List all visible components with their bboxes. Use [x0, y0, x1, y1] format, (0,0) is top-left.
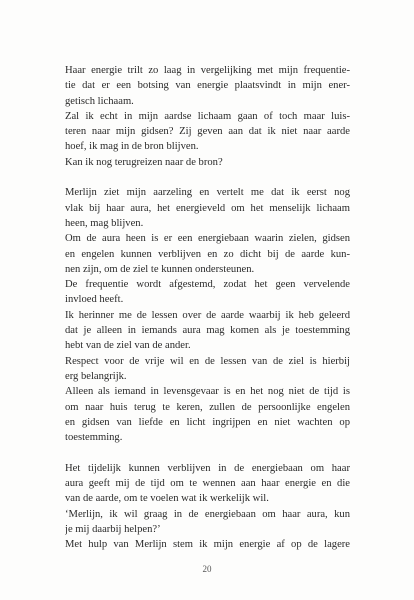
text-line: Respect voor de vrije wil en de lessen van de ziel is hierbij: [65, 355, 350, 367]
text-line: teren naar mijn gidsen? Zij geven aan dat ik niet naar aarde: [65, 126, 350, 138]
text-line: Kan ik nog terugreizen naar de bron?: [65, 156, 223, 168]
text-line: Met hulp van Merlijn stem ik mijn energie af op de lagere: [65, 539, 350, 551]
text-line: dat je alleen in iemands aura mag komen als je toestemming: [65, 325, 350, 337]
paragraph: [65, 63, 350, 170]
text-line: Haar energie trilt zo laag in vergelijking met mijn frequentie-: [65, 65, 350, 76]
text-line: toestemming.: [65, 432, 123, 444]
text-line: om naar huis terug te keren, zullen de persoonlijke engelen: [65, 401, 350, 413]
text-line: vlak bij haar aura, het energieveld om het menselijk lichaam: [65, 202, 350, 214]
text-line: aura geeft mij de tijd om te wennen aan haar energie en die: [65, 478, 350, 490]
text-line: Ik herinner me de lessen over de aarde waarbij ik heb geleerd: [65, 309, 350, 321]
paragraph: [65, 461, 350, 553]
text-line: Het tijdelijk kunnen verblijven in de energiebaan om haar: [65, 462, 350, 474]
text-line: je mij daarbij helpen?’: [65, 523, 161, 535]
text-line: en engelen kunnen verblijven en zo dicht bij de aarde kun-: [65, 248, 350, 260]
page-number: 20: [202, 564, 212, 574]
paragraph: [65, 185, 350, 445]
text-line: Alleen als iemand in levensgevaar is en het nog niet de tijd is: [65, 386, 350, 398]
text-line: ‘Merlijn, ik wil graag in de energiebaan om haar aura, kun: [65, 508, 350, 520]
paragraph-gap: [65, 170, 350, 185]
text-line: invloed heeft.: [65, 294, 124, 306]
text-line: tie dat er een botsing van energie plaatsvindt in mijn ener-: [65, 80, 350, 92]
text-line: erg belangrijk.: [65, 370, 127, 382]
text-line: hoef, ik mag in de bron blijven.: [65, 141, 199, 153]
text-line: nen zijn, om de ziel te kunnen ondersteunen.: [65, 263, 255, 275]
text-line: hebt van de ziel van de ander.: [65, 340, 191, 352]
text-line: Om de aura heen is er een energiebaan waarin zielen, gidsen: [65, 233, 350, 245]
body-text: [65, 63, 350, 553]
text-line: Zal ik echt in mijn aardse lichaam gaan of toch maar luis-: [65, 110, 350, 122]
text-line: Merlijn ziet mijn aarzeling en vertelt me dat ik eerst nog: [65, 187, 350, 199]
text-line: heen, mag blijven.: [65, 217, 144, 229]
text-line: en gidsen van liefde en licht ingrijpen en niet wachten op: [65, 416, 350, 428]
text-line: getisch lichaam.: [65, 95, 134, 107]
paragraph-gap: [65, 445, 350, 460]
text-line: De frequentie wordt afgestemd, zodat het geen vervelende: [65, 279, 350, 291]
text-line: van de aarde, om te voelen wat ik werkelijk wil.: [65, 493, 269, 505]
